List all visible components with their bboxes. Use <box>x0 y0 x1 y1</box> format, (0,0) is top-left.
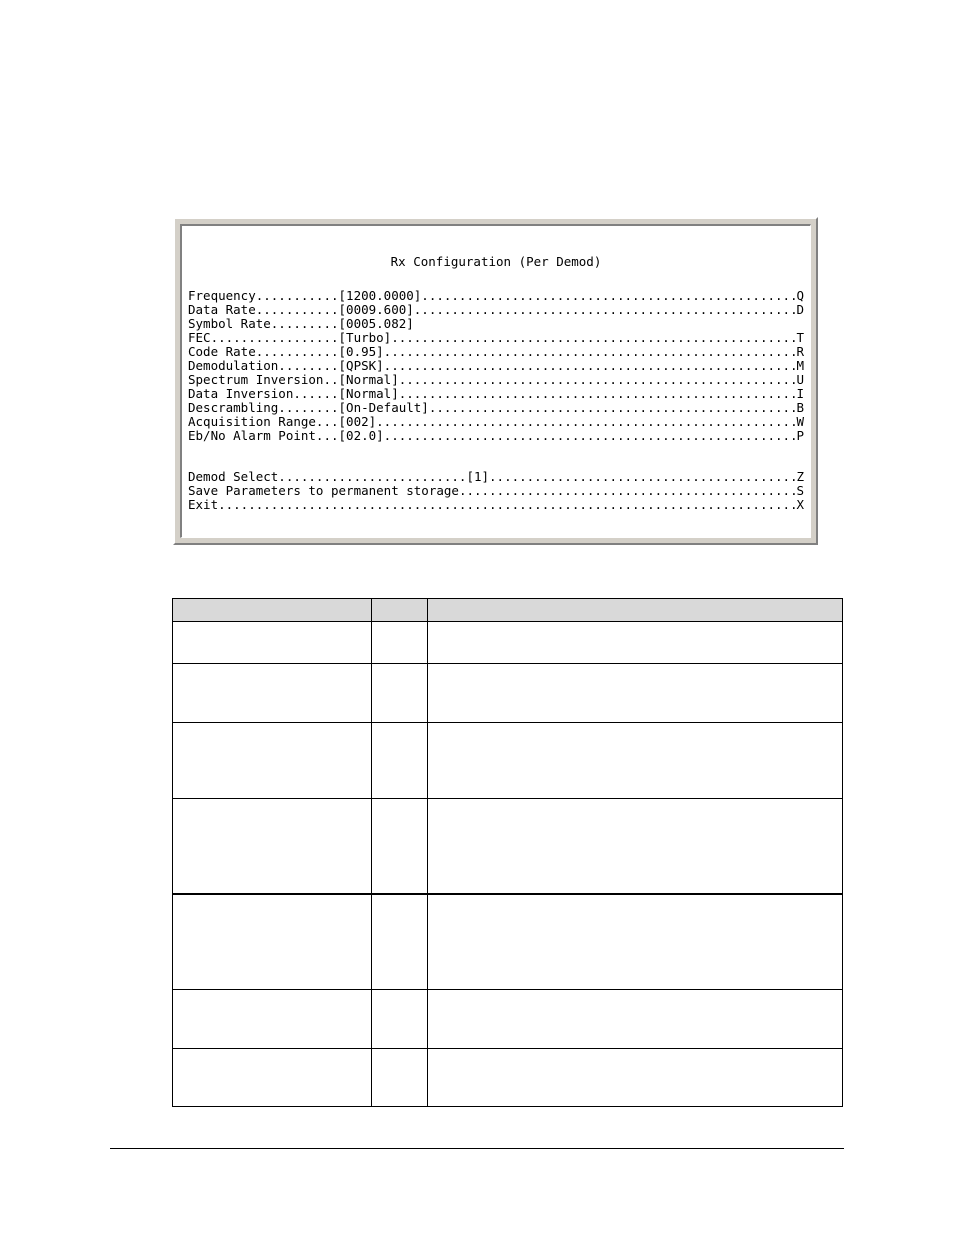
param-data-rate[interactable]: Data Rate...........[0009.600] ..... D <box>188 303 804 317</box>
table-header-cell <box>428 599 843 622</box>
terminal-screen <box>180 224 811 538</box>
action-save-parameters[interactable]: Save Parameters to permanent storage ..... S <box>188 484 804 498</box>
param-acquisition-range[interactable]: Acquisition Range...[002] ..... W <box>188 415 804 429</box>
table-row <box>173 723 843 799</box>
table-row <box>173 799 843 894</box>
action-demod-select[interactable]: Demod Select.........................[1] ..... Z <box>188 470 804 484</box>
action-exit[interactable]: Exit ..... X <box>188 498 804 512</box>
table-row <box>173 1049 843 1107</box>
param-demodulation[interactable]: Demodulation........[QPSK] ..... M <box>188 359 804 373</box>
param-fec[interactable]: FEC.................[Turbo] ..... T <box>188 331 804 345</box>
table-row <box>173 894 843 990</box>
table-row <box>173 990 843 1049</box>
table-header-row <box>173 599 843 622</box>
table-row <box>173 622 843 664</box>
table-header-cell <box>173 599 372 622</box>
param-symbol-rate: Symbol Rate.........[0005.082] <box>188 316 414 331</box>
table-header-cell <box>372 599 428 622</box>
terminal-title: Rx Configuration (Per Demod) <box>390 254 602 269</box>
param-frequency[interactable]: Frequency...........[1200.0000] ..... Q <box>188 289 804 303</box>
param-data-inversion[interactable]: Data Inversion......[Normal] ..... I <box>188 387 804 401</box>
table-row <box>173 664 843 723</box>
param-code-rate[interactable]: Code Rate...........[0.95] ..... R <box>188 345 804 359</box>
param-descrambling[interactable]: Descrambling........[On-Default] ..... B <box>188 401 804 415</box>
param-ebno-alarm-point[interactable]: Eb/No Alarm Point...[02.0] ..... P <box>188 429 804 443</box>
param-spectrum-inversion[interactable]: Spectrum Inversion..[Normal] ..... U <box>188 373 804 387</box>
terminal-window <box>173 217 818 545</box>
parameter-table <box>172 598 843 1107</box>
footer-divider <box>110 1148 844 1149</box>
